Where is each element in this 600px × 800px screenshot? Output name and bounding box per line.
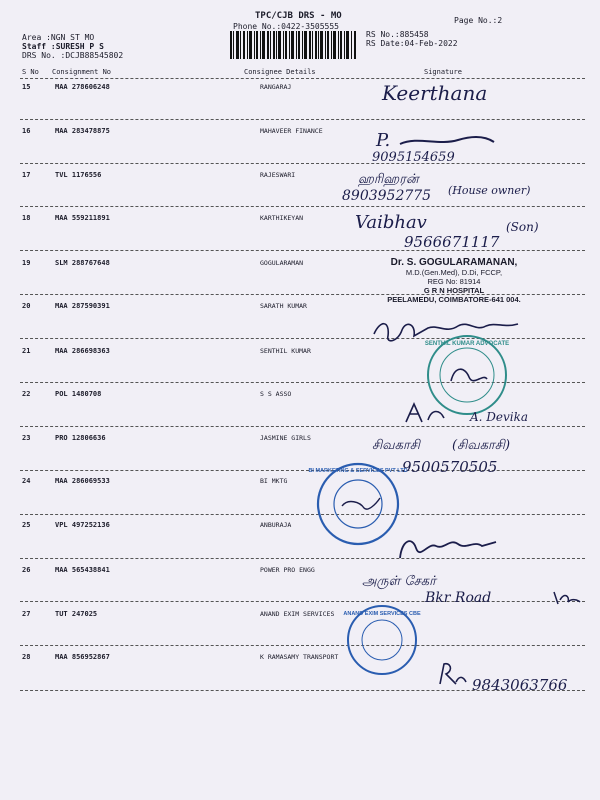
col-signature: Signature bbox=[424, 68, 462, 76]
doctor-degrees: M.D.(Gen.Med), D.Di, FCCP, bbox=[405, 268, 503, 277]
table-row bbox=[0, 610, 600, 630]
row-sno: 18 bbox=[22, 214, 31, 222]
row-consignment: MAA 286069533 bbox=[55, 477, 110, 485]
signature-25 bbox=[392, 530, 502, 564]
row-sno: 25 bbox=[22, 521, 31, 529]
phone-16: 9095154659 bbox=[372, 150, 455, 165]
signature-26: அருள் சேகர் bbox=[362, 574, 436, 589]
signature-22-initial bbox=[400, 400, 450, 426]
phone-18: 9566671117 bbox=[404, 233, 500, 251]
table-row bbox=[0, 521, 600, 541]
table-row bbox=[0, 566, 600, 586]
row-consignee: SENTHIL KUMAR bbox=[260, 347, 311, 355]
row-consignment: MAA 278606248 bbox=[55, 83, 110, 91]
note-17: (House owner) bbox=[448, 184, 531, 197]
row-consignee: ANBURAJA bbox=[260, 521, 292, 529]
row-consignment: MAA 283478875 bbox=[55, 127, 110, 135]
row-sno: 16 bbox=[22, 127, 31, 135]
anand-exim-seal bbox=[343, 604, 421, 676]
row-divider bbox=[20, 250, 585, 251]
page-number: Page No.:2 bbox=[454, 16, 503, 25]
margin-mark-26 bbox=[552, 588, 582, 606]
phone-28: 9843063766 bbox=[472, 676, 568, 694]
bi-marketing-seal bbox=[308, 462, 408, 546]
row-consignee: KARTHIKEYAN bbox=[260, 214, 304, 222]
row-consignee: POWER PRO ENGG bbox=[260, 566, 315, 574]
row-sno: 23 bbox=[22, 434, 31, 442]
row-consignment: MAA 287590391 bbox=[55, 302, 110, 310]
advocate-seal-text: SENTHIL KUMAR ADVOCATE bbox=[424, 341, 510, 347]
row-divider bbox=[20, 119, 585, 120]
row-divider bbox=[20, 601, 585, 602]
row-consignee: RANGARAJ bbox=[260, 83, 292, 91]
row-consignment: TVL 1176556 bbox=[55, 171, 102, 179]
drs-number: DRS No. :DCJB88545802 bbox=[22, 51, 124, 60]
doctor-stamp bbox=[354, 257, 554, 304]
row-consignee: K RAMASAMY TRANSPORT bbox=[260, 653, 339, 661]
row-consignee: SARATH KUMAR bbox=[260, 302, 307, 310]
row-consignee: JASMINE GIRLS bbox=[260, 434, 311, 442]
table-row bbox=[0, 390, 600, 410]
anand-seal-text: ANAND EXIM SERVICES CBE bbox=[343, 611, 421, 617]
row-sno: 19 bbox=[22, 259, 31, 267]
bi-seal-text: BI MARKETING & SERVICES PVT LTD bbox=[308, 468, 408, 474]
row-consignee: RAJESWARI bbox=[260, 171, 296, 179]
hospital-address: PEELAMEDU, COIMBATORE-641 004. bbox=[387, 295, 521, 304]
row-sno: 27 bbox=[22, 610, 31, 618]
signature-18: Vaibhav bbox=[355, 212, 427, 233]
row-consignee: S S ASSO bbox=[260, 390, 292, 398]
note-18: (Son) bbox=[506, 220, 539, 234]
row-consignee: BI MKTG bbox=[260, 477, 288, 485]
signature-22: A. Devika bbox=[470, 410, 529, 424]
row-consignment: MAA 286698363 bbox=[55, 347, 110, 355]
phone-23: 9500570505 bbox=[402, 458, 498, 476]
doctor-reg: REG No: 81914 bbox=[427, 277, 481, 286]
row-consignment: VPL 497252136 bbox=[55, 521, 110, 529]
row-consignment: MAA 559211891 bbox=[55, 214, 110, 222]
phone-17: 8903952775 bbox=[342, 188, 432, 204]
signature-28-initial bbox=[436, 660, 470, 688]
row-sno: 26 bbox=[22, 566, 31, 574]
row-divider bbox=[20, 470, 585, 471]
row-sno: 28 bbox=[22, 653, 31, 661]
area-label: Area :NGN ST MO bbox=[22, 33, 95, 42]
table-row bbox=[0, 477, 600, 497]
signature-16-scribble bbox=[398, 132, 498, 150]
row-consignment: SLM 288767648 bbox=[55, 259, 110, 267]
note-23: (சிவகாசி) bbox=[452, 438, 511, 453]
sheet-title: TPC/CJB DRS - MO bbox=[255, 11, 342, 21]
row-consignment: MAA 856952867 bbox=[55, 653, 110, 661]
table-row bbox=[0, 653, 600, 673]
rs-number: RS No.:885458 bbox=[366, 30, 429, 39]
signature-15: Keerthana bbox=[382, 81, 488, 105]
header-rule bbox=[20, 78, 585, 79]
row-sno: 15 bbox=[22, 83, 31, 91]
row-consignment: PRO 12806636 bbox=[55, 434, 106, 442]
row-sno: 22 bbox=[22, 390, 31, 398]
row-sno: 24 bbox=[22, 477, 31, 485]
row-sno: 21 bbox=[22, 347, 31, 355]
row-divider bbox=[20, 645, 585, 646]
row-divider bbox=[20, 426, 585, 427]
row-consignee: MAHAVEER FINANCE bbox=[260, 127, 323, 135]
row-consignee: GOGULARAMAN bbox=[260, 259, 304, 267]
doctor-name: Dr. S. GOGULARAMANAN, bbox=[390, 257, 518, 268]
table-row bbox=[0, 83, 600, 103]
phone-number: Phone No.:0422-3505555 bbox=[233, 22, 339, 31]
col-sno: S No bbox=[22, 68, 39, 76]
note-26: Bkr Road bbox=[425, 590, 492, 606]
staff-label: Staff :SURESH P S bbox=[22, 42, 104, 51]
barcode bbox=[230, 31, 358, 59]
row-divider bbox=[20, 206, 585, 207]
row-consignee: ANAND EXIM SERVICES bbox=[260, 610, 335, 618]
rs-date: RS Date:04-Feb-2022 bbox=[366, 39, 458, 48]
row-consignment: TUT 247025 bbox=[55, 610, 98, 618]
row-consignment: POL 1480708 bbox=[55, 390, 102, 398]
table-row bbox=[0, 127, 600, 147]
row-divider bbox=[20, 163, 585, 164]
signature-23: சிவகாசி bbox=[372, 438, 420, 453]
row-consignment: MAA 565438841 bbox=[55, 566, 110, 574]
row-divider bbox=[20, 514, 585, 515]
signature-17: ஹரிஹரன் bbox=[358, 172, 419, 187]
row-sno: 20 bbox=[22, 302, 31, 310]
row-sno: 17 bbox=[22, 171, 31, 179]
signature-16: P. bbox=[376, 130, 391, 151]
hospital-name: G R N HOSPITAL bbox=[423, 286, 485, 295]
table-row bbox=[0, 347, 600, 367]
col-consignee: Consignee Details bbox=[244, 68, 316, 76]
col-consignment: Consignment No bbox=[52, 68, 112, 76]
